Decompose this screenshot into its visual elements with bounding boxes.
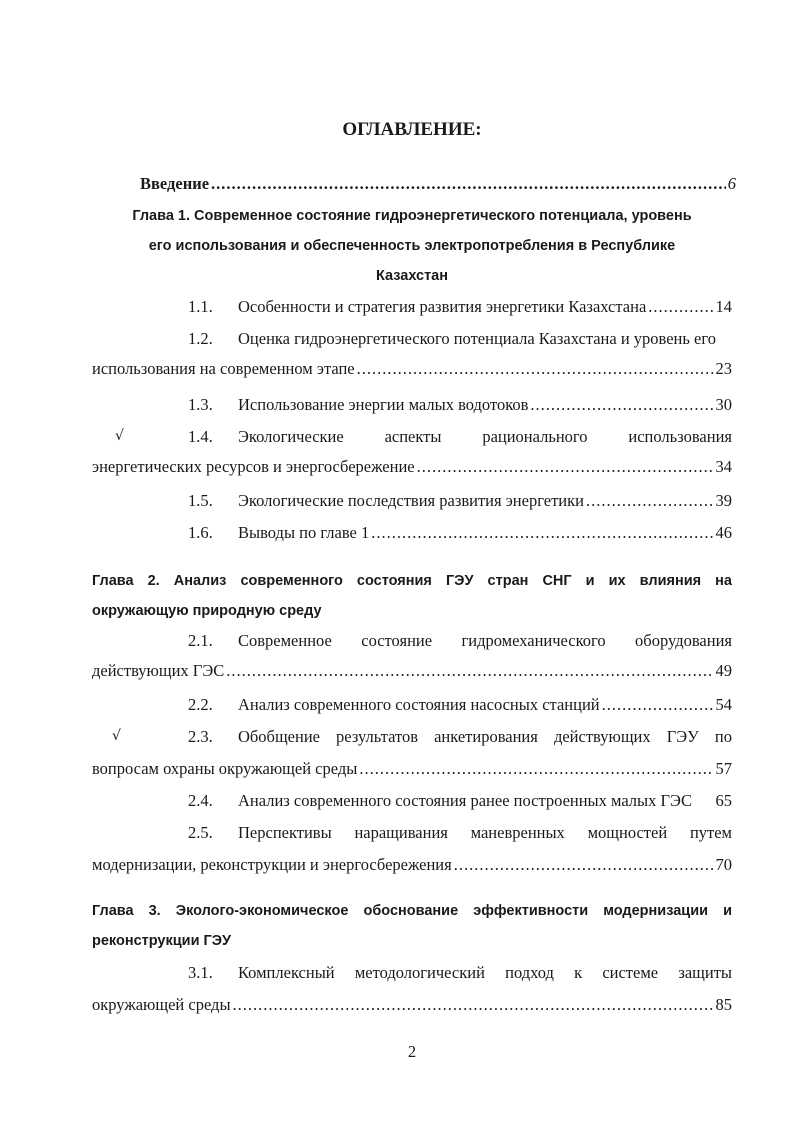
chapter-heading: Глава 2. Анализ современного состояния ГЭУ стран СНГ и их влияния на bbox=[92, 573, 732, 589]
toc-page: 6 bbox=[727, 174, 736, 193]
toc-text: Оценка гидроэнергетического потенциала Казахстана и уровень его bbox=[238, 329, 716, 348]
toc-page: 23 bbox=[715, 359, 732, 378]
dot-leader bbox=[359, 758, 713, 780]
dot-leader bbox=[648, 296, 713, 318]
toc-text: Современное состояние гидромеханического оборудования bbox=[238, 631, 732, 650]
toc-text: использования на современном этапе bbox=[92, 359, 355, 378]
toc-page: 57 bbox=[715, 759, 732, 778]
toc-item[interactable] bbox=[92, 522, 732, 544]
toc-item[interactable] bbox=[92, 790, 732, 812]
toc-num: 1.2. bbox=[188, 329, 213, 348]
toc-item-cont[interactable] bbox=[92, 660, 732, 682]
toc-num: 2.3. bbox=[188, 727, 213, 746]
toc-num: 1.1. bbox=[188, 297, 213, 316]
toc-page: 30 bbox=[715, 395, 732, 414]
toc-text: Комплексный методологический подход к системе защиты bbox=[238, 963, 732, 982]
toc-item[interactable] bbox=[92, 490, 732, 512]
toc-text: Экологические аспекты рационального использования bbox=[238, 427, 732, 446]
toc-intro[interactable] bbox=[140, 173, 736, 195]
dot-leader bbox=[371, 522, 713, 544]
dot-leader bbox=[226, 660, 713, 682]
toc-item[interactable] bbox=[92, 962, 732, 984]
toc-num: 1.4. bbox=[188, 427, 213, 446]
toc-text: действующих ГЭС bbox=[92, 661, 225, 680]
toc-page: 49 bbox=[715, 661, 732, 680]
toc-item[interactable] bbox=[92, 726, 732, 748]
toc-text: Перспективы наращивания маневренных мощностей путем bbox=[238, 823, 732, 842]
toc-text: Экологические последствия развития энергетики bbox=[238, 491, 584, 510]
dot-leader bbox=[211, 173, 726, 195]
checkmark-icon: √ bbox=[112, 728, 121, 744]
toc-text: энергетических ресурсов и энергосбережение bbox=[92, 457, 415, 476]
toc-item-cont[interactable] bbox=[92, 456, 732, 478]
toc-text: Анализ современного состояния насосных станций bbox=[238, 695, 600, 714]
toc-page: 39 bbox=[715, 491, 732, 510]
dot-leader bbox=[586, 490, 714, 512]
toc-text: Особенности и стратегия развития энергетики Казахстана bbox=[238, 297, 647, 316]
toc-text: Анализ современного состояния ранее построенных малых ГЭС bbox=[238, 791, 692, 810]
toc-item[interactable] bbox=[92, 394, 732, 416]
toc-page: 34 bbox=[715, 457, 732, 476]
dot-leader bbox=[233, 994, 714, 1016]
toc-page: 85 bbox=[715, 995, 732, 1014]
toc-num: 1.3. bbox=[188, 395, 213, 414]
toc-num: 3.1. bbox=[188, 963, 213, 982]
chapter-heading: реконструкции ГЭУ bbox=[92, 933, 232, 949]
toc-item[interactable] bbox=[92, 822, 732, 844]
toc-page: 70 bbox=[715, 855, 732, 874]
toc-text: вопросам охраны окружающей среды bbox=[92, 759, 358, 778]
toc-page: 54 bbox=[715, 695, 732, 714]
toc-text: Использование энергии малых водотоков bbox=[238, 395, 529, 414]
chapter-heading: окружающую природную среду bbox=[92, 603, 322, 619]
toc-page: 65 bbox=[715, 791, 732, 810]
toc-text: окружающей среды bbox=[92, 995, 231, 1014]
toc-item-cont[interactable] bbox=[92, 854, 732, 876]
toc-item[interactable] bbox=[92, 328, 732, 350]
toc-num: 2.4. bbox=[188, 791, 213, 810]
checkmark-icon: √ bbox=[115, 428, 124, 444]
toc-item-cont[interactable] bbox=[92, 758, 732, 780]
page-title: ОГЛАВЛЕНИЕ: bbox=[342, 119, 482, 140]
toc-text: модернизации, реконструкции и энергосбережения bbox=[92, 855, 452, 874]
page-number: 2 bbox=[407, 1042, 417, 1061]
dot-leader bbox=[530, 394, 713, 416]
toc-text: Выводы по главе 1 bbox=[238, 523, 370, 542]
toc-item[interactable] bbox=[92, 630, 732, 652]
dot-leader bbox=[357, 358, 714, 380]
chapter-heading: его использования и обеспеченность электропотребления в Республике bbox=[148, 238, 676, 254]
toc-page: 46 bbox=[715, 523, 732, 542]
chapter-heading: Казахстан bbox=[375, 268, 449, 284]
toc-label: Введение bbox=[140, 174, 210, 193]
chapter-heading: Глава 1. Современное состояние гидроэнергетического потенциала, уровень bbox=[132, 208, 692, 224]
toc-num: 2.1. bbox=[188, 631, 213, 650]
chapter-heading: Глава 3. Эколого-экономическое обоснование эффективности модернизации и bbox=[92, 903, 732, 919]
toc-num: 1.5. bbox=[188, 491, 213, 510]
toc-item-cont[interactable] bbox=[92, 994, 732, 1016]
toc-item-cont[interactable] bbox=[92, 358, 732, 380]
toc-num: 1.6. bbox=[188, 523, 213, 542]
dot-leader bbox=[417, 456, 714, 478]
toc-page: 14 bbox=[715, 297, 732, 316]
toc-num: 2.5. bbox=[188, 823, 213, 842]
dot-leader bbox=[454, 854, 714, 876]
toc-item[interactable] bbox=[92, 426, 732, 448]
toc-item[interactable] bbox=[92, 296, 732, 318]
dot-leader bbox=[602, 694, 714, 716]
toc-item[interactable] bbox=[92, 694, 732, 716]
toc-num: 2.2. bbox=[188, 695, 213, 714]
toc-text: Обобщение результатов анкетирования действующих ГЭУ по bbox=[238, 727, 732, 746]
